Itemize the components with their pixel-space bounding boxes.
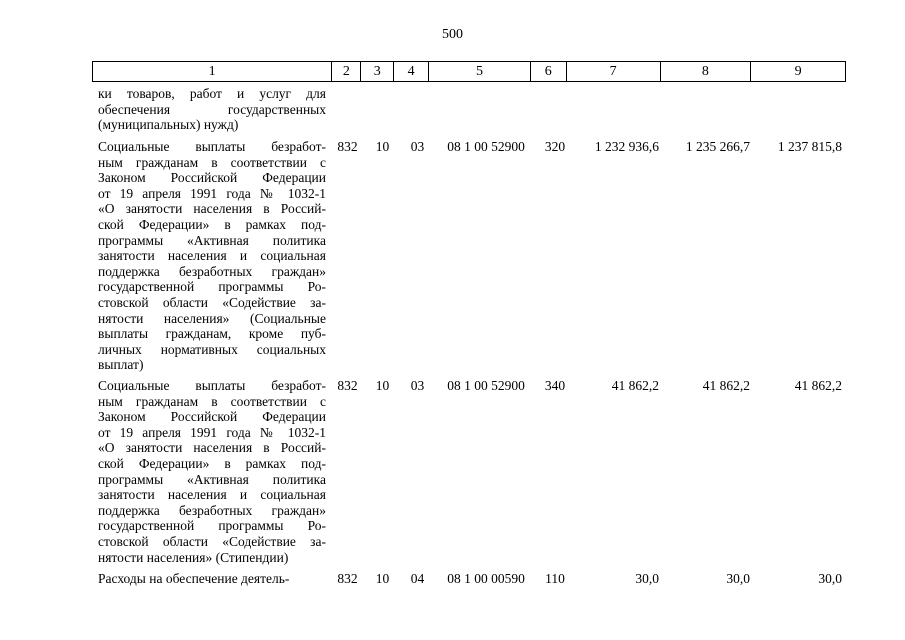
header-col-1: 1 [208,63,216,79]
header-col-4: 4 [393,62,428,81]
cell-c5: 08 1 00 00590 [447,571,525,586]
cell-c4: 04 [410,571,425,586]
header-col-9: 9 [750,62,845,81]
header-col-7: 7 [566,62,660,81]
cell-c4: 03 [410,378,425,393]
description-line: «О занятости населения в Россий- [98,440,326,456]
description-line: стовской области «Содействие за- [98,294,326,310]
header-col-3: 3 [360,62,393,81]
description-line: занятости населения и социальная [98,248,326,264]
description-line: нятости населения» (Стипендии) [98,549,289,565]
cell-c5: 08 1 00 52900 [447,378,525,393]
row-description [98,378,326,565]
description-line: ным гражданам в соответствии с [98,393,326,409]
table-header [92,61,846,82]
cell-c8: 41 862,2 [702,378,750,393]
cell-c6: 110 [545,571,565,586]
description-line: выплаты гражданам, кроме пуб- [98,326,326,342]
description-line: стовской области «Содействие за- [98,533,326,549]
cell-c7: 30,0 [635,571,659,586]
description-line: ской Федерации» в рамках под- [98,455,326,471]
cell-c3: 10 [375,139,390,154]
description-line: ным гражданам в соответствии с [98,154,326,170]
description-line: программы «Активная политика [98,471,326,487]
header-col-2: 2 [331,62,360,81]
description-line: поддержка безработных граждан» [98,502,326,518]
description-line: занятости населения и социальная [98,487,326,503]
description-line: государственной программы Ро- [98,518,326,534]
cell-c8: 30,0 [726,571,750,586]
description-line: Социальные выплаты безработ- [98,139,326,154]
cell-c3: 10 [375,571,390,586]
description-line: поддержка безработных граждан» [98,263,326,279]
cell-c6: 340 [544,378,566,393]
header-col-6: 6 [530,62,566,81]
cell-c8: 1 235 266,7 [685,139,750,154]
description-line: «О занятости населения в Россий- [98,201,326,217]
cell-c2: 832 [337,571,358,586]
cell-c2: 832 [337,139,358,154]
cell-c9: 30,0 [818,571,842,586]
description-line: от 19 апреля 1991 года № 1032-1 [98,424,326,440]
cell-c3: 10 [375,378,390,393]
row-description [98,86,326,133]
cell-c9: 1 237 815,8 [777,139,842,154]
cell-c2: 832 [337,378,358,393]
description-line: Расходы на обеспечение деятель- [98,571,290,586]
cell-c5: 08 1 00 52900 [447,139,525,154]
row-description [98,139,326,373]
description-line: (муниципальных) нужд) [98,117,239,133]
description-line: нятости населения» (Социальные [98,310,326,326]
row-description [98,571,326,587]
description-line: выплат) [98,357,144,373]
description-line: программы «Активная политика [98,232,326,248]
description-line: от 19 апреля 1991 года № 1032-1 [98,185,326,201]
header-col-5: 5 [428,62,530,81]
description-line: Законом Российской Федерации [98,170,326,186]
cell-c6: 320 [544,139,566,154]
header-col-8: 8 [660,62,751,81]
cell-c7: 1 232 936,6 [594,139,659,154]
description-line: государственной программы Ро- [98,279,326,295]
description-line: обеспечения государственных [98,101,326,117]
description-line: ской Федерации» в рамках под- [98,216,326,232]
description-line: Социальные выплаты безработ- [98,378,326,393]
description-line: личных нормативных социальных [98,341,326,357]
description-line: Законом Российской Федерации [98,409,326,425]
page-number: 500 [442,27,463,42]
cell-c9: 41 862,2 [794,378,842,393]
cell-c4: 03 [410,139,425,154]
cell-c7: 41 862,2 [611,378,659,393]
description-line: ки товаров, работ и услуг для [98,86,326,101]
